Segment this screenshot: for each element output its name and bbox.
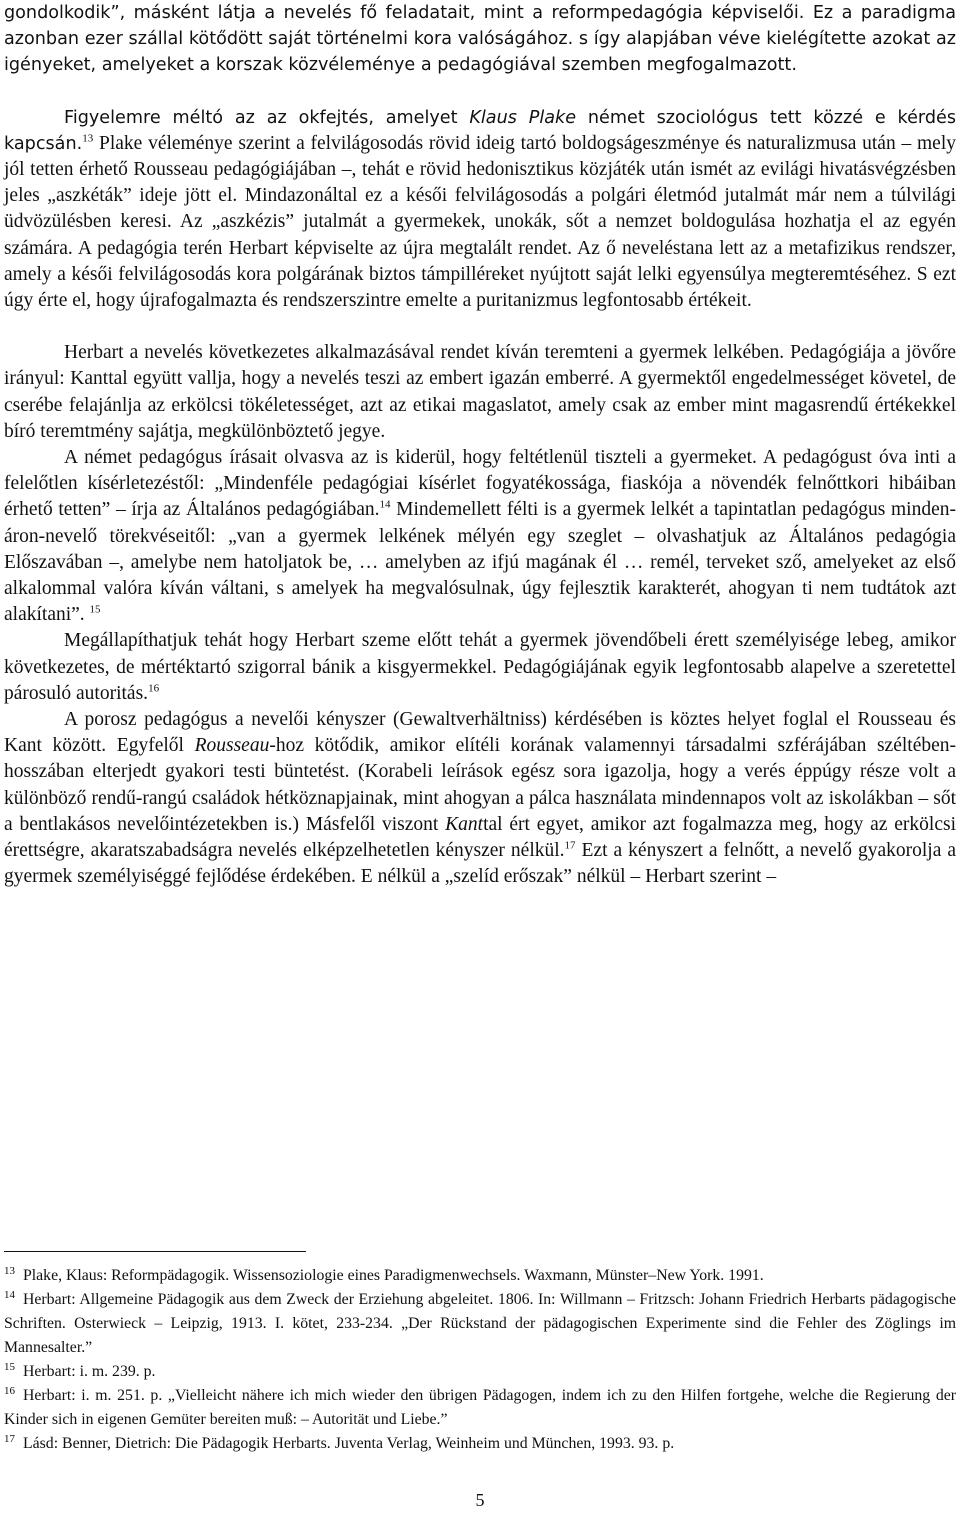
paragraph-5 <box>4 707 956 890</box>
paragraph-2 <box>4 340 956 445</box>
text-run: Herbart a nevelés következetes alkalmazásával rendet kíván teremteni a gyermek lelkében. Pedagógiája a jövőre irányul: Kanttal együtt vallja, hogy a nevelés teszi az embert igazán emberré. A gyermektől engedelmességet követel, de cserébe felajánlja az erkölcsi tökéletességet, azt az etikai magaslatot, amely csak az ember mint magasrendű értékekkel bíró teremtmény sajátja, megkülönböztető jegye. <box>4 342 956 442</box>
paragraph-0 <box>4 0 956 79</box>
text-run: A német pedagógus írásait olvasva az is kiderül, hogy feltétlenül tiszteli a gyermeket. A pedagógust óva inti a felelőtlen kísérletezéstől: „Mindenféle pedagógiai kísérlet fogyatékossága, fiaskója a növendék felnőttkori hibáiban érhető tetten” – írja az Általános pedagógiában. <box>4 447 956 521</box>
footnote-16 <box>4 1384 956 1432</box>
paragraph-4 <box>4 628 956 707</box>
footnote-ref: 15 <box>89 603 101 616</box>
footnote-text: Herbart: i. m. 251. p. „Vielleicht nähere ich mich wieder den übrigen Pädagogen, indem ich zu den Hilfen fortgehe, welche die Regierung der Kinder sich in eigenen Gemüter bereiten muß: – Autorität und Liebe.” <box>4 1387 956 1428</box>
footnote-text: Lásd: Benner, Dietrich: Die Pädagogik Herbarts. Juventa Verlag, Weinheim und München, 1993. 93. p. <box>23 1435 675 1452</box>
footnote-13 <box>4 1264 956 1288</box>
footnote-text: Herbart: Allgemeine Pädagogik aus dem Zweck der Erziehung abgeleitet. 1806. In: Willmann – Fritzsch: Johann Friedrich Herbarts pädagogische Schriften. Osterwieck – Leipzig, 1913. I. kötet, 233-234. „Der Rückstand der pädagogischen Experimente sind die Fehler des Zöglings im Mannesalter.” <box>4 1291 956 1356</box>
text-run: gondolkodik”, másként látja a nevelés fő feladatait, mint a reformpedagógia képviselői. Ez a paradigma azonban ezer szállal kötődött saját történelmi kora valóságához. s így alapjában véve kielégítette azokat az igényeket, amelyeket a korszak közvéleménye a pedagógiával szemben megfogalmazott. <box>4 3 956 76</box>
body-text <box>4 0 956 891</box>
footnote-number: 14 <box>4 1288 15 1301</box>
page-number: 5 <box>475 1490 485 1510</box>
paragraph-1 <box>4 105 956 315</box>
footnote-ref: 16 <box>148 682 160 695</box>
text-run: Megállapíthatjuk tehát hogy Herbart szeme előtt tehát a gyermek jövendőbeli érett személyisége lebeg, amikor következetes, de mértéktartó szigorral bánik a kisgyermekkel. Pedagógiájának egyik legfontosabb alapelve a szeretettel párosuló autoritás. <box>4 630 956 704</box>
text-run: tal ért egyet, amikor azt fogalmazza meg, hogy az erkölcsi érettségre, akaratszabadságra nevelés elképzelhetetlen kényszer nélkül. <box>4 813 956 862</box>
footnote-number: 15 <box>4 1360 15 1373</box>
text-run: német szociológus tett közzé e kérdés kapcsán. <box>4 107 956 154</box>
text-run: -hoz kötődik, amikor elítéli korának valamennyi társadalmi szférájában széltében-hosszában elterjedt gyakori testi büntetést. (Korabeli leírások egész sora igazolja, hogy a verés éppúgy része volt a különböző rendű-rangú családok hétköznapjainak, mint ahogyan a pálca használata mindennapos volt az iskolákban – sőt a bentlakásos nevelőintézetekben is.) Másfelől viszont <box>4 735 956 835</box>
text-run: Mindemellett félti is a gyermek lelkét a tapintatlan pedagógus minden-áron-nevelő törekvéseitől: „van a gyermek lelkének mélyén egy szeglet – olvashatjuk az Általános pedagógia Előszavában –, amelybe nem hatoljatok be, … amelyben az ifjú magának él … remél, terveket sző, amelyeket az első alkalommal valóra kíván váltani, s amelyek ha megvalósulnak, úgy fejlesztik karakterét, ahogyan ti nem tudtátok azt alakítani”. <box>4 499 956 626</box>
footnote-number: 17 <box>4 1432 15 1445</box>
italic-text: Kant <box>445 813 484 835</box>
footnote-ref: 14 <box>379 498 391 511</box>
footnote-text: Herbart: i. m. 239. p. <box>23 1363 156 1380</box>
paragraph-3 <box>4 445 956 628</box>
footnotes <box>4 1264 956 1456</box>
italic-text: Klaus Plake <box>469 107 577 128</box>
footnote-separator <box>4 1251 306 1252</box>
footnote-ref: 17 <box>564 839 576 852</box>
footnote-15 <box>4 1360 956 1384</box>
text-run: Figyelemre méltó az az okfejtés, amelyet <box>64 107 470 128</box>
footnote-14 <box>4 1288 956 1360</box>
footnote-text: Plake, Klaus: Reformpädagogik. Wissensoziologie eines Paradigmenwechsels. Waxmann, Münster–New York. 1991. <box>23 1267 764 1284</box>
italic-text: Rousseau <box>194 735 270 757</box>
text-run: Plake véleménye szerint a felvilágosodás rövid ideig tartó boldogságeszménye és naturalizmusa után – mely jól tetten érhető Rousseau pedagógiájában –, tehát e rövid hedonisztikus közjáték után ismét az evilági hivatásvégzésben jeles „aszkéták” ideje jött el. Mindazonáltal ez a késői felvilágosodás a polgári életmód jutalmát már nem a túlvilági üdvözülésben keresi. Az „aszkézis” jutalmát a gyermekek, unokák, sőt a nemzet boldogulása hozhatja el az egyén számára. A pedagógia terén Herbart képviselte az újra megtalált rendet. Az ő neveléstana lett az a metafizikus rendszer, amely a késői felvilágosodás kora polgárának biztos támpilléreket nyújtott saját lelki egyensúlya megteremtéséhez. S ezt úgy érte el, hogy újrafogalmazta és rendszerszintre emelte a puritanizmus legfontosabb értékeit. <box>4 132 956 312</box>
footnote-ref: 13 <box>82 132 94 145</box>
footnote-17 <box>4 1432 956 1456</box>
footnote-number: 13 <box>4 1264 15 1277</box>
footnote-number: 16 <box>4 1384 15 1397</box>
text-run: Ezt a kényszert a felnőtt, a nevelő gyakorolja a gyermek személyiséggé fejlődése érdekében. E nélkül a „szelíd erőszak” nélkül – Herbart szerint – <box>4 840 957 888</box>
text-run: A porosz pedagógus a nevelői kényszer (Gewaltverhältniss) kérdésében is köztes helyet foglal el Rousseau és Kant között. Egyfelől <box>4 709 956 757</box>
